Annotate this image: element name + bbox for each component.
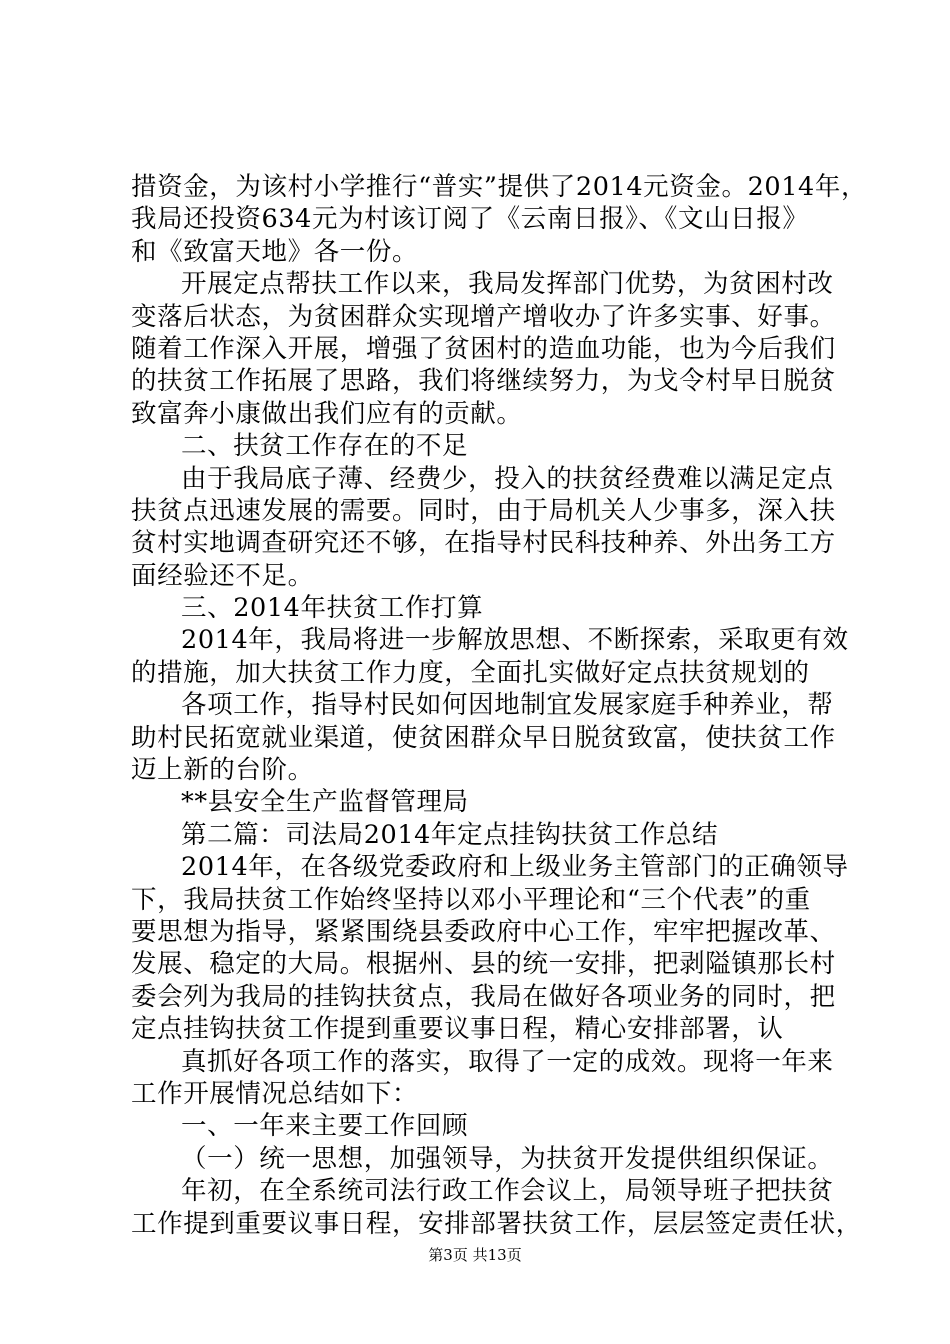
text-line: 迈上新的台阶。	[131, 755, 314, 786]
text-line: **县安全生产监督管理局	[181, 787, 469, 818]
text-line: 发展、稳定的大局。根据州、县的统一安排，把剥隘镇那长村	[131, 949, 836, 980]
text-line: 扶贫点迅速发展的需要。同时，由于局机关人少事多，深入扶	[131, 495, 836, 526]
text-line: 要思想为指导，紧紧围绕县委政府中心工作，牢牢把握改革、	[131, 916, 836, 947]
text-line: 下，我局扶贫工作始终坚持以邓小平理论和“三个代表”的重	[131, 884, 811, 915]
text-line: 开展定点帮扶工作以来，我局发挥部门优势，为贫困村改	[181, 269, 834, 300]
text-line: 和《致富天地》各一份。	[131, 236, 419, 267]
text-line: 2014年，在各级党委政府和上级业务主管部门的正确领导	[181, 852, 849, 883]
text-line: 贫村实地调查研究还不够，在指导村民科技种养、外出务工方	[131, 528, 836, 559]
text-line: 2014年，我局将进一步解放思想、不断探索，采取更有效	[181, 625, 849, 656]
text-line: 一、一年来主要工作回顾	[181, 1111, 469, 1142]
document-body	[131, 171, 868, 1240]
text-line: 助村民拓宽就业渠道，使贫困群众早日脱贫致富，使扶贫工作	[131, 722, 836, 753]
text-line: 面经验还不足。	[131, 560, 314, 591]
text-line: 各项工作，指导村民如何因地制宜发展家庭手种养业，帮	[181, 690, 834, 721]
text-line: 措资金，为该村小学推行“普实”提供了2014元资金。2014年，	[131, 172, 868, 202]
text-line: 年初，在全系统司法行政工作会议上，局领导班子把扶贫	[181, 1176, 834, 1207]
text-line: 的扶贫工作拓展了思路，我们将继续努力，为戈令村早日脱贫	[131, 366, 836, 397]
text-line: 第二篇：司法局2014年定点挂钩扶贫工作总结	[181, 819, 719, 850]
text-line: 随着工作深入开展，增强了贫困村的造血功能，也为今后我们	[131, 333, 836, 364]
text-line: 由于我局底子薄、经费少，投入的扶贫经费难以满足定点	[181, 463, 834, 494]
text-line: 变落后状态，为贫困群众实现增产增收办了许多实事、好事。	[131, 301, 836, 332]
text-line: 工作提到重要议事日程，安排部署扶贫工作，层层签定责任状，	[131, 1208, 862, 1239]
text-line: 工作开展情况总结如下：	[131, 1078, 419, 1109]
text-line: 的措施，加大扶贫工作力度，全面扎实做好定点扶贫规划的	[131, 657, 810, 688]
text-line: 定点挂钩扶贫工作提到重要议事日程，精心安排部署，认	[131, 1014, 784, 1045]
text-line: 三、2014年扶贫工作打算	[181, 593, 484, 624]
text-line: 致富奔小康做出我们应有的贡献。	[131, 398, 523, 429]
text-line: 二、扶贫工作存在的不足	[181, 431, 469, 462]
text-line: 我局还投资634元为村该订阅了《云南日报》、《文山日报》	[131, 204, 809, 235]
text-line: 委会列为我局的挂钩扶贫点，我局在做好各项业务的同时，把	[131, 981, 836, 1012]
text-line: （一）统一思想，加强领导，为扶贫开发提供组织保证。	[181, 1143, 834, 1174]
text-line: 真抓好各项工作的落实，取得了一定的成效。现将一年来	[181, 1046, 834, 1077]
page-footer: 第3页 共13页	[428, 1246, 522, 1264]
